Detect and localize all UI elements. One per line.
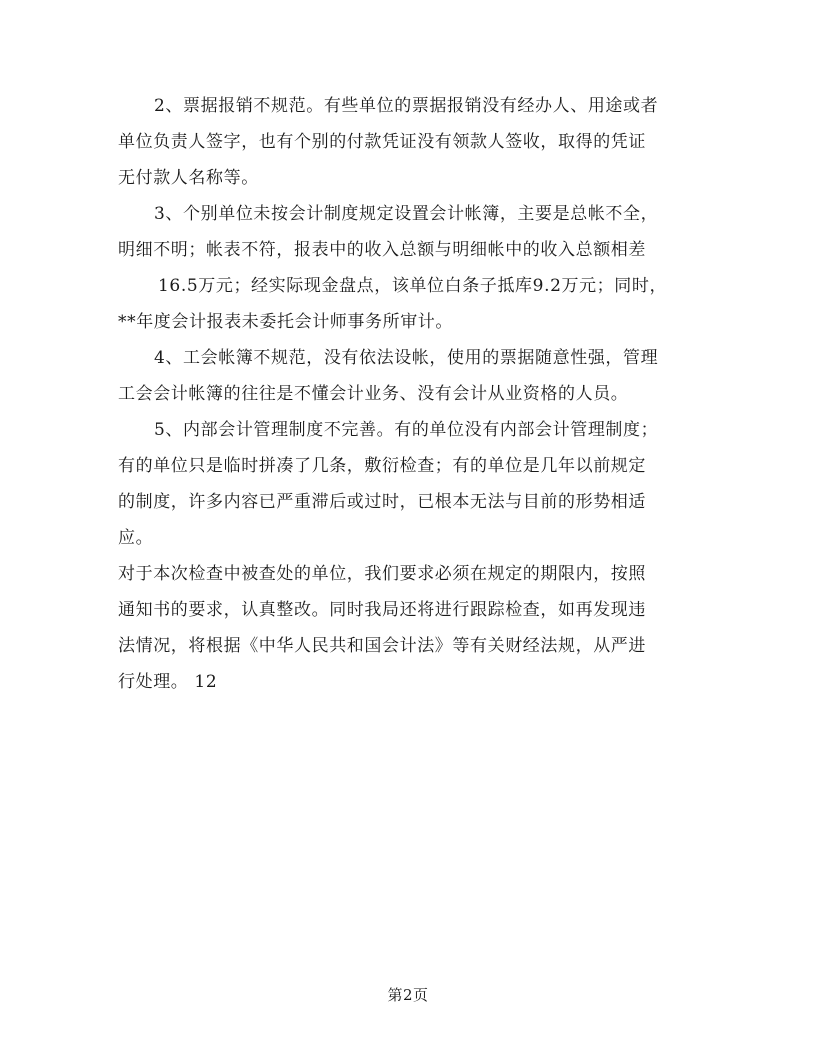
text-line: 行处理。 12 bbox=[118, 672, 218, 692]
text-line: 单位负责人签字，也有个别的付款凭证没有领款人签收，取得的凭证 bbox=[118, 132, 646, 152]
text-line: 应。 bbox=[118, 528, 154, 548]
text-line: 5、内部会计管理制度不完善。有的单位没有内部会计管理制度； bbox=[154, 420, 659, 440]
text-line: **年度会计报表未委托会计师事务所审计。 bbox=[118, 312, 453, 332]
text-line: 工会会计帐簿的往往是不懂会计业务、没有会计从业资格的人员。 bbox=[118, 384, 629, 404]
text-line: 通知书的要求，认真整改。同时我局还将进行跟踪检查，如再发现违 bbox=[118, 600, 646, 620]
page-number: 第2页 bbox=[387, 986, 429, 1004]
document-body bbox=[118, 88, 698, 700]
text-line: 4、工会帐簿不规范，没有依法设帐，使用的票据随意性强，管理 bbox=[154, 348, 659, 368]
text-line: 有的单位只是临时拼凑了几条，敷衍检查；有的单位是几年以前规定 bbox=[118, 456, 646, 476]
text-line: 的制度，许多内容已严重滞后或过时，已根本无法与目前的形势相适 bbox=[118, 492, 646, 512]
text-line: 2、票据报销不规范。有些单位的票据报销没有经办人、用途或者 bbox=[154, 96, 659, 116]
text-line: 3、个别单位未按会计制度规定设置会计帐簿，主要是总帐不全， bbox=[154, 204, 659, 224]
text-line: 无付款人名称等。 bbox=[118, 168, 259, 188]
text-line: 对于本次检查中被查处的单位，我们要求必须在规定的期限内，按照 bbox=[118, 564, 646, 584]
text-line: 16.5万元；经实际现金盘点，该单位白条子抵库9.2万元；同时， bbox=[158, 276, 668, 296]
text-line: 明细不明；帐表不符，报表中的收入总额与明细帐中的收入总额相差 bbox=[118, 240, 646, 260]
text-line: 法情况，将根据《中华人民共和国会计法》等有关财经法规，从严进 bbox=[118, 636, 646, 656]
